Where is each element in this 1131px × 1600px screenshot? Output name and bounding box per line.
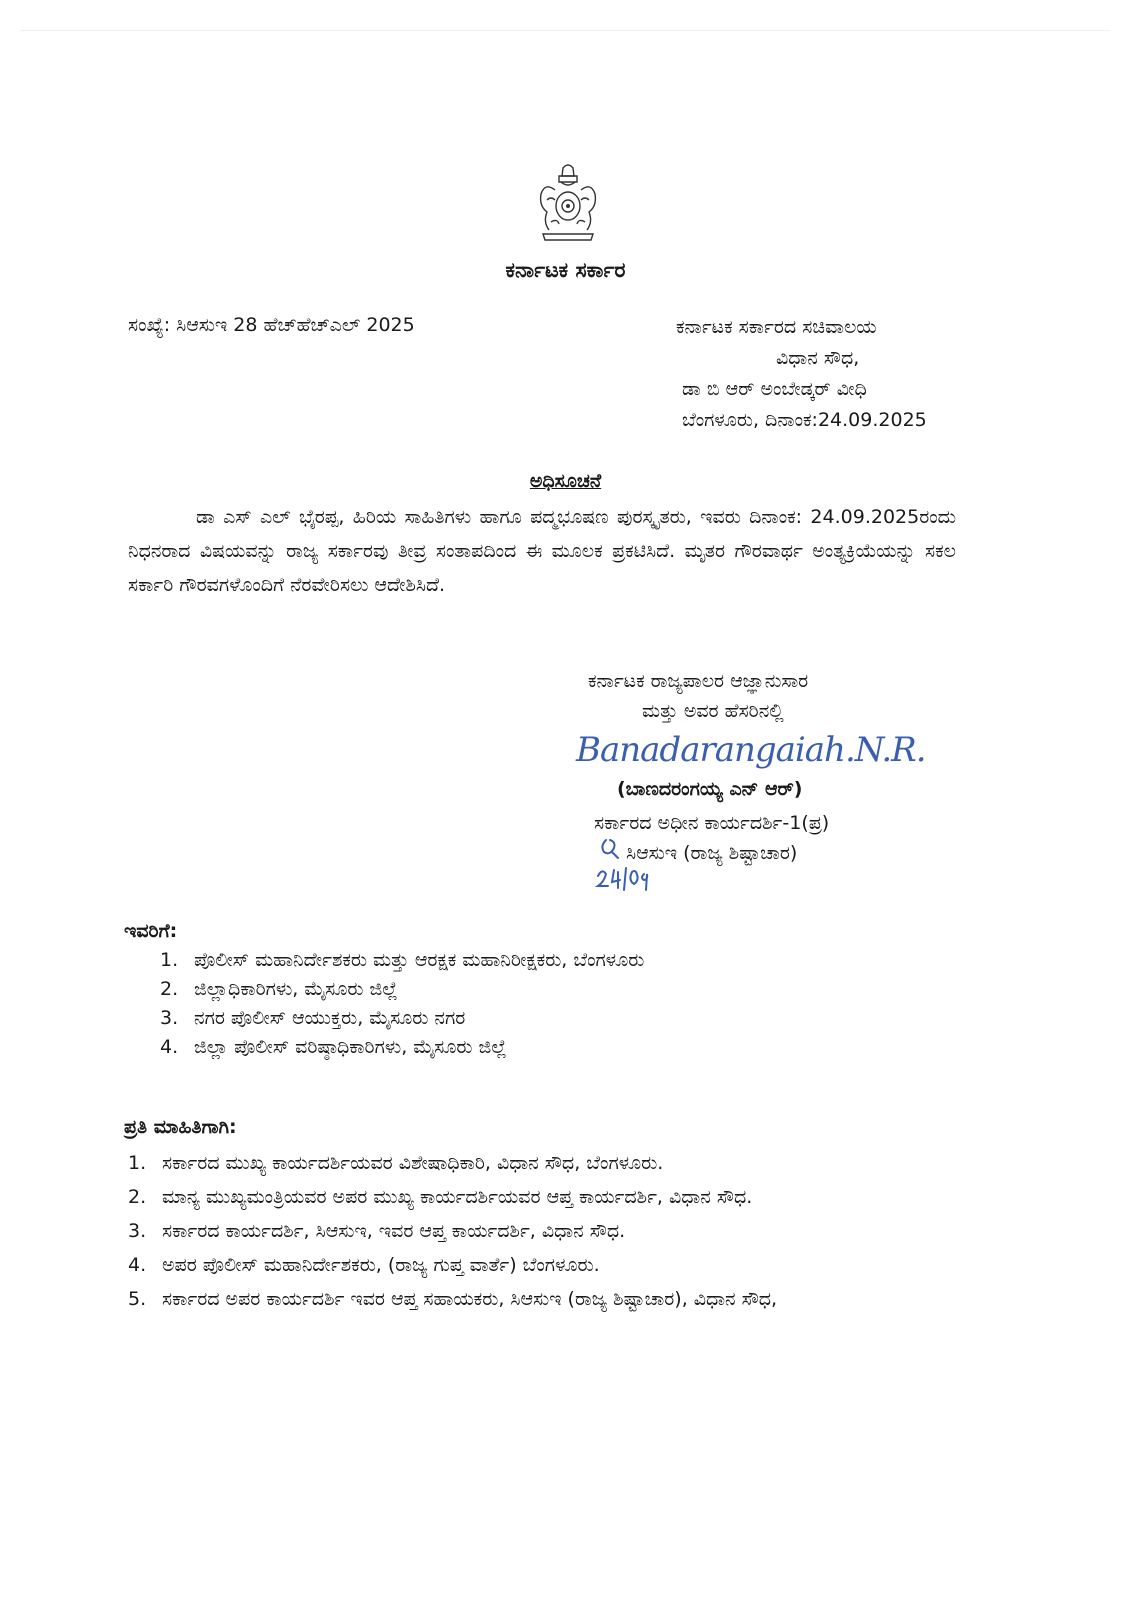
list-item: 4. ಅಪರ ಪೊಲೀಸ್ ಮಹಾನಿರ್ದೇಶಕರು, (ರಾಜ್ಯ ಗುಪ್ತ ವಾರ್ತೆ) ಬೆಂಗಳೂರು. <box>128 1254 600 1276</box>
top-border <box>20 30 1110 31</box>
notification-heading: ಅಧಿಸೂಚನೆ <box>529 470 602 492</box>
authority-block <box>588 666 808 726</box>
copy-for-information-label: ಪ್ರತಿ ಮಾಹಿತಿಗಾಗಿ: <box>124 1116 237 1138</box>
authority-line-1: ಕರ್ನಾಟಕ ರಾಜ್ಯಪಾಲರ ಆಜ್ಞಾನುಸಾರ <box>588 670 809 692</box>
copy-list <box>128 1148 958 1318</box>
government-title: ಕರ್ನಾಟಕ ಸರ್ಕಾರ <box>505 258 626 282</box>
list-item: 2. ಜಿಲ್ಲಾಧಿಕಾರಿಗಳು, ಮೈಸೂರು ಜಿಲ್ಲೆ <box>160 978 398 1000</box>
list-item: 1. ಸರ್ಕಾರದ ಮುಖ್ಯ ಕಾರ್ಯದರ್ಶಿಯವರ ವಿಶೇಷಾಧಿಕಾರಿ, ವಿಧಾನ ಸೌಧ, ಬೆಂಗಳೂರು. <box>128 1152 664 1174</box>
authority-line-2: ಮತ್ತು ಅವರ ಹೆಸರಿನಲ್ಲಿ <box>642 700 784 722</box>
handwritten-initials-icon <box>592 836 662 892</box>
list-item: 1. ಪೊಲೀಸ್ ಮಹಾನಿರ್ದೇಶಕರು ಮತ್ತು ಆರಕ್ಷಕ ಮಹಾನಿರೀಕ್ಷಕರು, ಬೆಂಗಳೂರು <box>160 949 645 971</box>
list-item: 4. ಜಿಲ್ಲಾ ಪೊಲೀಸ್ ವರಿಷ್ಠಾಧಿಕಾರಿಗಳು, ಮೈಸೂರು ಜಿಲ್ಲೆ <box>160 1036 507 1058</box>
signer-name: (ಬಾಣದರಂಗಯ್ಯ ಎನ್ ಆರ್) <box>617 778 803 800</box>
designation-line-1: ಸರ್ಕಾರದ ಅಧೀನ ಕಾರ್ಯದರ್ಶಿ-1(ಪ್ರ) <box>594 812 830 834</box>
address-line-2: ವಿಧಾನ ಸೌಧ, <box>776 347 860 369</box>
designation-line-2: ಸಿಆಸುಇ (ರಾಜ್ಯ ಶಿಷ್ಟಾಚಾರ) <box>626 842 798 864</box>
list-item: 3. ಸರ್ಕಾರದ ಕಾರ್ಯದರ್ಶಿ, ಸಿಆಸುಇ, ಇವರ ಆಪ್ತ ಕಾರ್ಯದರ್ಶಿ, ವಿಧಾನ ಸೌಧ. <box>128 1220 626 1242</box>
office-address <box>676 312 927 436</box>
handwritten-signature: Banadarangaiah.N.R. <box>576 730 926 770</box>
reference-number: ಸಂಖ್ಯೆ: ಸಿಆಸುಇ 28 ಹೆಚ್‌ಹೆಚ್‌ಎಲ್ 2025 <box>128 314 415 336</box>
notification-body: ಡಾ ಎಸ್ ಎಲ್ ಭೈರಪ್ಪ, ಹಿರಿಯ ಸಾಹಿತಿಗಳು ಹಾಗೂ ಪದ್ಮಭೂಷಣ ಪುರಸ್ಕೃತರು, ಇವರು ದಿನಾಂಕ: 24.09.2025ರಂದು ನಿಧನರಾದ ವಿಷಯವನ್ನು ರಾಜ್ಯ ಸರ್ಕಾರವು ತೀವ್ರ ಸಂತಾಪದಿಂದ ಈ ಮೂಲಕ ಪ್ರಕಟಿಸಿದೆ. ಮೃತರ ಗೌರವಾರ್ಥ ಅಂತ್ಯಕ್ರಿಯೆಯನ್ನು ಸಕಲ ಸರ್ಕಾರಿ ಗೌರವಗಳೊಂದಿಗೆ ನೆರವೇರಿಸಲು ಆದೇಶಿಸಿದೆ. <box>128 506 956 596</box>
list-item: 5. ಸರ್ಕಾರದ ಅಪರ ಕಾರ್ಯದರ್ಶಿ ಇವರ ಆಪ್ತ ಸಹಾಯಕರು, ಸಿಆಸುಇ (ರಾಜ್ಯ ಶಿಷ್ಟಾಚಾರ), ವಿಧಾನ ಸೌಧ, <box>128 1288 778 1310</box>
recipients-list <box>160 946 644 1062</box>
karnataka-emblem-icon <box>533 160 603 242</box>
recipients-label: ಇವರಿಗೆ: <box>124 920 178 942</box>
address-line-1: ಕರ್ನಾಟಕ ಸರ್ಕಾರದ ಸಚಿವಾಲಯ <box>676 316 877 338</box>
list-item: 2. ಮಾನ್ಯ ಮುಖ್ಯಮಂತ್ರಿಯವರ ಅಪರ ಮುಖ್ಯ ಕಾರ್ಯದರ್ಶಿಯವರ ಆಪ್ತ ಕಾರ್ಯದರ್ಶಿ, ವಿಧಾನ ಸೌಧ. <box>128 1186 753 1208</box>
address-line-3: ಡಾ ಬಿ ಆರ್ ಅಂಬೇಡ್ಕರ್ ವೀಧಿ <box>682 378 867 400</box>
list-item: 3. ನಗರ ಪೊಲೀಸ್ ಆಯುಕ್ತರು, ಮೈಸೂರು ನಗರ <box>160 1007 466 1029</box>
address-date-line: ಬೆಂಗಳೂರು, ದಿನಾಂಕ:24.09.2025 <box>682 409 927 431</box>
